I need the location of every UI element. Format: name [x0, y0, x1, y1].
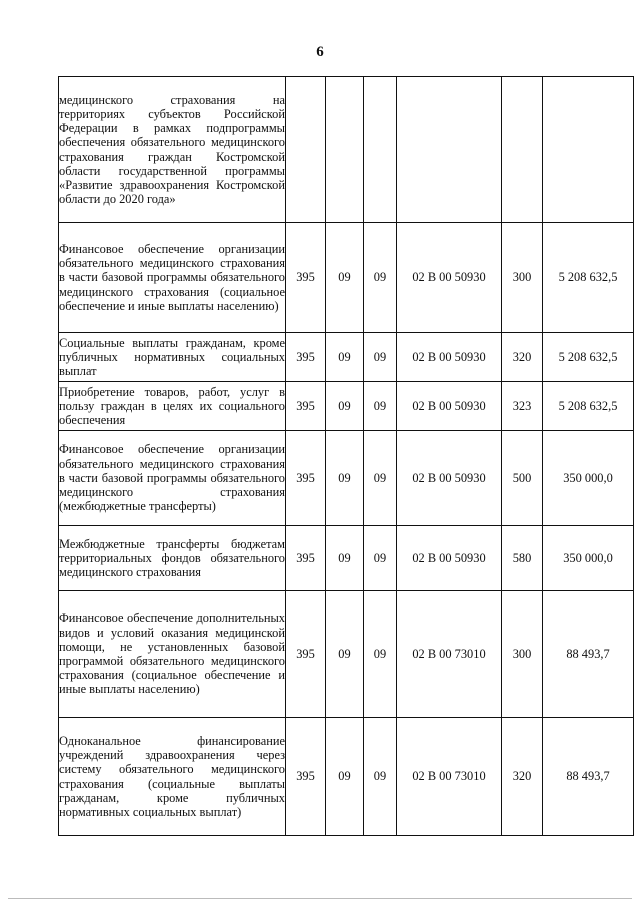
section-cell: 09	[326, 223, 364, 333]
grbs-cell: 395	[286, 431, 326, 526]
row-description: Финансовое обеспечение организации обязательного медицинского страхования в части базовой программы обязательного медицинского страхования (межбюджетные трансферты)	[59, 431, 286, 526]
budget-table	[58, 76, 634, 836]
target-article-cell: 02 В 00 50930	[397, 223, 502, 333]
grbs-cell: 395	[286, 718, 326, 836]
subsection-cell: 09	[364, 718, 397, 836]
subsection-cell: 09	[364, 431, 397, 526]
row-description: Социальные выплаты гражданам, кроме публичных нормативных социальных выплат	[59, 333, 286, 382]
subsection-cell: 09	[364, 333, 397, 382]
subsection-cell: 09	[364, 382, 397, 431]
expense-type-cell: 500	[502, 431, 543, 526]
section-cell: 09	[326, 718, 364, 836]
page-number: 6	[316, 44, 324, 60]
expense-type-cell: 323	[502, 382, 543, 431]
amount-cell	[543, 77, 634, 223]
amount-cell: 88 493,7	[543, 591, 634, 718]
expense-type-cell: 300	[502, 591, 543, 718]
table-row	[59, 526, 634, 591]
expense-type-cell: 320	[502, 333, 543, 382]
row-description: Межбюджетные трансферты бюджетам территориальных фондов обязательного медицинского страхования	[59, 526, 286, 591]
subsection-cell	[364, 77, 397, 223]
subsection-cell: 09	[364, 223, 397, 333]
section-cell: 09	[326, 382, 364, 431]
amount-cell: 5 208 632,5	[543, 223, 634, 333]
row-description: Приобретение товаров, работ, услуг в пользу граждан в целях их социального обеспечения	[59, 382, 286, 431]
amount-cell: 5 208 632,5	[543, 333, 634, 382]
expense-type-cell	[502, 77, 543, 223]
table-row	[59, 718, 634, 836]
section-cell: 09	[326, 431, 364, 526]
row-description: медицинского страхования на территориях субъектов Российской Федерации в рамках подпрограммы обеспечения обязательного медицинского страхования граждан Костромской области государственной программы «Развитие здравоохранения Костромской области до 2020 года»	[59, 77, 286, 223]
grbs-cell	[286, 77, 326, 223]
grbs-cell: 395	[286, 382, 326, 431]
target-article-cell: 02 В 00 50930	[397, 382, 502, 431]
table-row	[59, 591, 634, 718]
subsection-cell: 09	[364, 526, 397, 591]
subsection-cell: 09	[364, 591, 397, 718]
section-cell: 09	[326, 526, 364, 591]
grbs-cell: 395	[286, 526, 326, 591]
expense-type-cell: 300	[502, 223, 543, 333]
table-row	[59, 333, 634, 382]
scan-edge-line	[8, 898, 632, 899]
amount-cell: 350 000,0	[543, 526, 634, 591]
target-article-cell: 02 В 00 50930	[397, 333, 502, 382]
target-article-cell: 02 В 00 50930	[397, 431, 502, 526]
amount-cell: 88 493,7	[543, 718, 634, 836]
amount-cell: 5 208 632,5	[543, 382, 634, 431]
expense-type-cell: 580	[502, 526, 543, 591]
row-description: Финансовое обеспечение дополнительных видов и условий оказания медицинской помощи, не установленных базовой программой обязательного медицинского страхования (социальное обеспечение и иные выплаты населению)	[59, 591, 286, 718]
target-article-cell: 02 В 00 73010	[397, 718, 502, 836]
table-row	[59, 77, 634, 223]
row-description: Финансовое обеспечение организации обязательного медицинского страхования в части базовой программы обязательного медицинского страхования (социальное обеспечение и иные выплаты населению)	[59, 223, 286, 333]
section-cell: 09	[326, 591, 364, 718]
grbs-cell: 395	[286, 333, 326, 382]
grbs-cell: 395	[286, 591, 326, 718]
section-cell	[326, 77, 364, 223]
amount-cell: 350 000,0	[543, 431, 634, 526]
target-article-cell: 02 В 00 50930	[397, 526, 502, 591]
table-row	[59, 431, 634, 526]
expense-type-cell: 320	[502, 718, 543, 836]
grbs-cell: 395	[286, 223, 326, 333]
target-article-cell: 02 В 00 73010	[397, 591, 502, 718]
target-article-cell	[397, 77, 502, 223]
section-cell: 09	[326, 333, 364, 382]
table-row	[59, 382, 634, 431]
row-description: Одноканальное финансирование учреждений здравоохранения через систему обязательного медицинского страхования (социальные выплаты гражданам, кроме публичных нормативных социальных выплат)	[59, 718, 286, 836]
table-row	[59, 223, 634, 333]
